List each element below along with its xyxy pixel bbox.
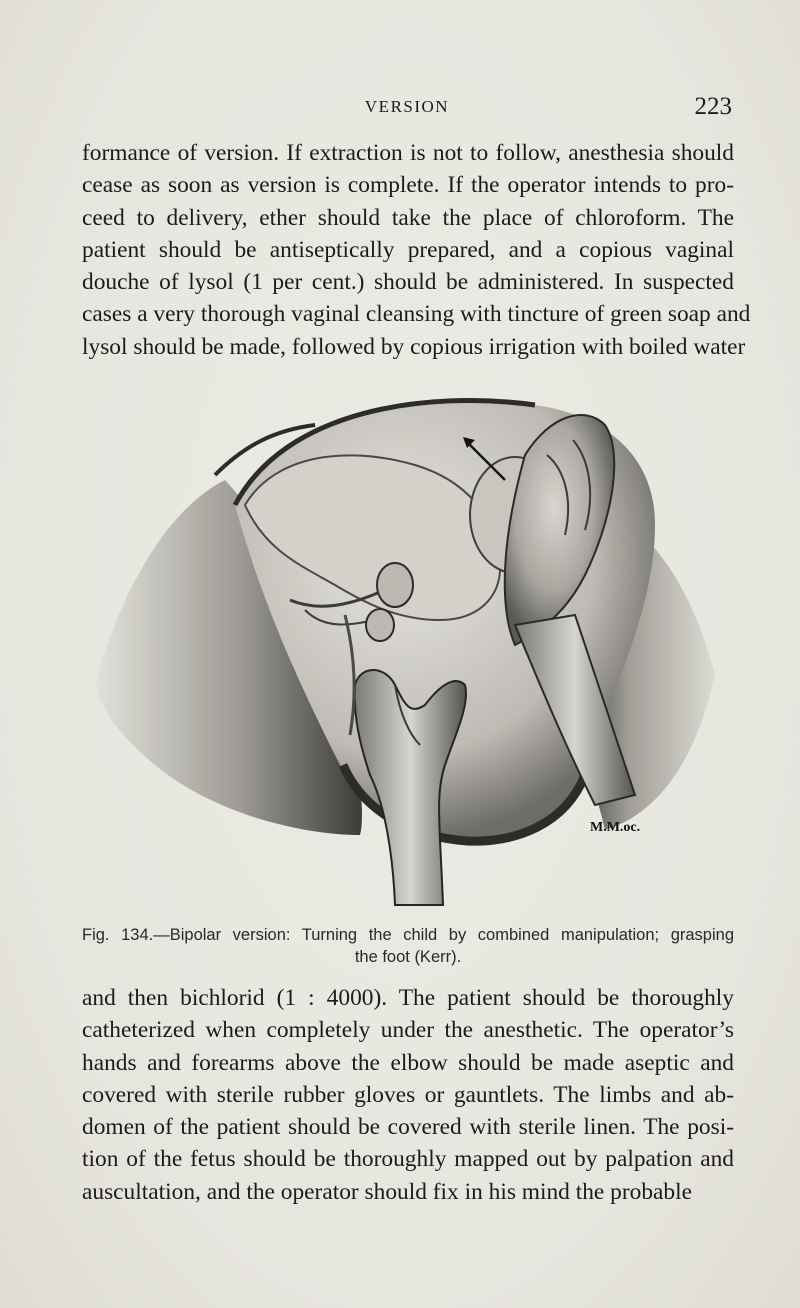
text-line: douche of lysol (1 per cent.) should be administered. In suspected <box>82 269 734 296</box>
text-line: cases a very thorough vaginal cleansing with tincture of green soap and <box>82 301 751 328</box>
paragraph-bottom <box>82 982 734 1208</box>
text-line: cease as soon as version is complete. If the operator intends to pro- <box>82 172 734 199</box>
caption-line: the foot (Kerr). <box>354 948 462 966</box>
text-line: and then bichlorid (1 : 4000). The patient should be thoroughly <box>82 985 734 1011</box>
paragraph-top <box>82 137 751 363</box>
figure-caption <box>82 924 734 968</box>
text-line: catheterized when completely under the anesthetic. The operator’s <box>82 1017 734 1044</box>
text-line: domen of the patient should be covered with sterile linen. The posi- <box>82 1114 734 1141</box>
text-line: covered with sterile rubber gloves or gauntlets. The limbs and ab- <box>82 1081 734 1108</box>
medical-illustration <box>95 385 715 910</box>
artist-signature: M.M.oc. <box>590 820 641 835</box>
running-head <box>82 93 732 121</box>
text-line: tion of the fetus should be thoroughly mapped out by palpation and <box>82 1146 734 1173</box>
caption-line: Fig. 134.—Bipolar version: Turning the child by combined manipulation; grasping <box>82 926 734 944</box>
text-line: hands and forearms above the elbow should be made aseptic and <box>82 1049 734 1076</box>
text-line: auscultation, and the operator should fix in his mind the probable <box>82 1178 692 1205</box>
text-line: patient should be antiseptically prepared, and a copious vaginal <box>82 236 734 263</box>
text-line: formance of version. If extraction is not to follow, anesthesia should <box>82 140 734 166</box>
page-number: 223 <box>694 93 732 120</box>
running-head-title: VERSION <box>364 97 450 116</box>
text-line: lysol should be made, followed by copious irrigation with boiled water <box>82 333 746 360</box>
text-line: ceed to delivery, ether should take the place of chloroform. The <box>82 204 734 231</box>
